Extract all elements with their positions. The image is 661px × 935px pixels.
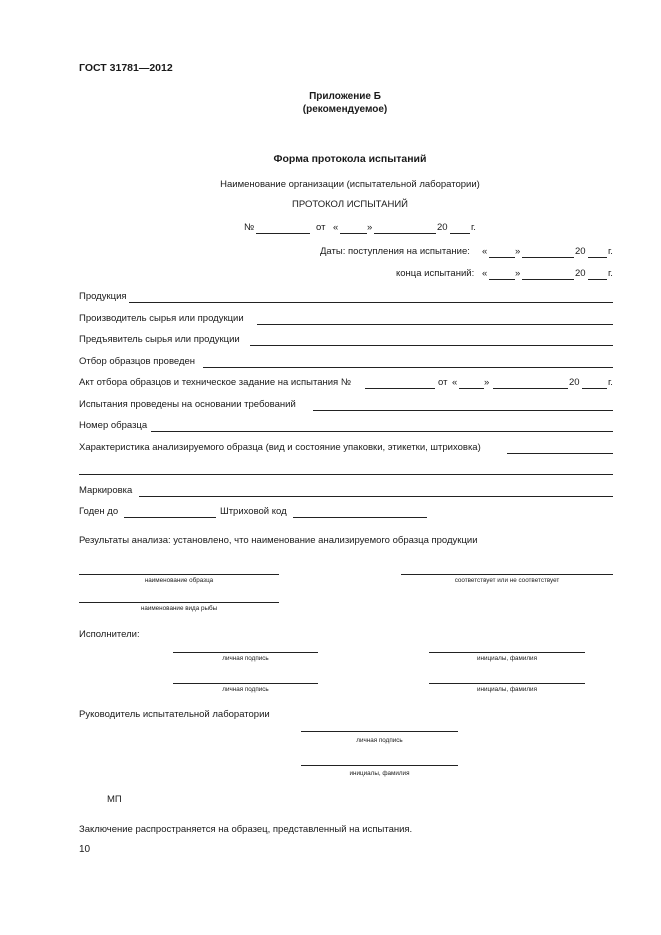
year-suffix: г. xyxy=(608,246,613,257)
sample-number-field[interactable] xyxy=(151,431,613,432)
complies-caption: соответствует или не соответствует xyxy=(454,577,560,584)
act-number-field[interactable] xyxy=(365,388,435,389)
basis-field[interactable] xyxy=(313,410,613,411)
month-blank[interactable] xyxy=(493,388,568,389)
stamp-label: МП xyxy=(107,794,122,805)
year-suffix: г. xyxy=(471,222,476,233)
month-blank xyxy=(522,279,574,280)
year-prefix: 20 xyxy=(569,377,580,388)
characteristics-field-continued[interactable] xyxy=(79,474,613,475)
year-prefix: 20 xyxy=(575,246,586,257)
quote-close: » xyxy=(484,377,490,388)
page-number: 10 xyxy=(79,844,91,855)
barcode-label: Штриховой код xyxy=(220,506,287,517)
presenter-label: Предъявитель сырья или продукции xyxy=(79,334,240,345)
day-blank xyxy=(340,233,367,234)
year-prefix: 20 xyxy=(575,268,586,279)
year-suffix: г. xyxy=(608,377,613,388)
number-label: № xyxy=(244,222,255,233)
protocol-heading: ПРОТОКОЛ ИСПЫТАНИЙ xyxy=(292,199,408,210)
signature-caption: личная подпись xyxy=(222,686,269,693)
number-blank xyxy=(256,233,310,234)
sampling-label: Отбор образцов проведен xyxy=(79,356,196,367)
year-blank xyxy=(588,279,607,280)
quote-close: » xyxy=(515,246,521,257)
act-label: Акт отбора образцов и техническое задание на испытания № xyxy=(79,377,352,388)
manufacturer-label: Производитель сырья или продукции xyxy=(79,313,244,324)
act-from-label: от xyxy=(438,377,448,388)
head-signature-caption: личная подпись xyxy=(356,737,403,744)
standard-number: ГОСТ 31781—2012 xyxy=(79,62,173,74)
presenter-field[interactable] xyxy=(250,345,613,346)
product-field[interactable] xyxy=(129,302,613,303)
marking-field[interactable] xyxy=(139,496,613,497)
org-name: Наименование организации (испытательной лаборатории) xyxy=(220,179,480,190)
head-signature-field[interactable] xyxy=(301,731,458,732)
quote-close: » xyxy=(515,268,521,279)
results-text: Результаты анализа: установлено, что наименование анализируемого образца продукции xyxy=(79,535,478,546)
head-initials-field[interactable] xyxy=(301,765,458,766)
characteristics-label: Характеристика анализируемого образца (вид и состояние упаковки, этикетки, штриховка) xyxy=(79,442,481,453)
head-label: Руководитель испытательной лаборатории xyxy=(79,709,270,720)
from-label: от xyxy=(316,222,326,233)
quote-open: « xyxy=(482,246,488,257)
executor-signature-field[interactable] xyxy=(173,683,318,684)
quote-close: » xyxy=(367,222,373,233)
manufacturer-field[interactable] xyxy=(257,324,613,325)
day-blank[interactable] xyxy=(459,388,484,389)
month-blank xyxy=(374,233,436,234)
month-blank xyxy=(522,257,574,258)
fish-type-field[interactable] xyxy=(79,602,279,603)
sampling-field[interactable] xyxy=(203,367,613,368)
executor-initials-field[interactable] xyxy=(429,652,585,653)
complies-field[interactable] xyxy=(401,574,613,575)
valid-until-field[interactable] xyxy=(124,517,216,518)
day-blank xyxy=(489,257,515,258)
fish-type-caption: наименование вида рыбы xyxy=(140,605,218,612)
marking-label: Маркировка xyxy=(79,485,133,496)
year-blank xyxy=(450,233,470,234)
quote-open: « xyxy=(333,222,339,233)
initials-caption: инициалы, фамилия xyxy=(477,655,537,662)
valid-until-label: Годен до xyxy=(79,506,119,517)
sample-name-field[interactable] xyxy=(79,574,279,575)
head-initials-caption: инициалы, фамилия xyxy=(349,770,410,777)
quote-open: « xyxy=(482,268,488,279)
sample-number-label: Номер образца xyxy=(79,420,148,431)
initials-caption: инициалы, фамилия xyxy=(477,686,537,693)
signature-caption: личная подпись xyxy=(222,655,269,662)
year-blank[interactable] xyxy=(582,388,607,389)
executor-signature-field[interactable] xyxy=(173,652,318,653)
appendix-title: Приложение Б xyxy=(309,91,381,102)
characteristics-field[interactable] xyxy=(507,453,613,454)
year-prefix: 20 xyxy=(437,222,448,233)
appendix-subtitle: (рекомендуемое) xyxy=(302,104,388,115)
form-title: Форма протокола испытаний xyxy=(273,153,427,165)
year-suffix: г. xyxy=(608,268,613,279)
barcode-field[interactable] xyxy=(293,517,427,518)
dates-end-label: конца испытаний: xyxy=(396,268,475,279)
executor-initials-field[interactable] xyxy=(429,683,585,684)
conclusion-text: Заключение распространяется на образец, представленный на испытания. xyxy=(79,824,413,835)
day-blank xyxy=(489,279,515,280)
basis-label: Испытания проведены на основании требований xyxy=(79,399,296,410)
sample-name-caption: наименование образца xyxy=(144,577,214,584)
quote-open: « xyxy=(452,377,458,388)
dates-received-label: Даты: поступления на испытание: xyxy=(320,246,470,257)
executors-label: Исполнители: xyxy=(79,629,140,640)
year-blank xyxy=(588,257,607,258)
product-label: Продукция xyxy=(79,291,127,302)
